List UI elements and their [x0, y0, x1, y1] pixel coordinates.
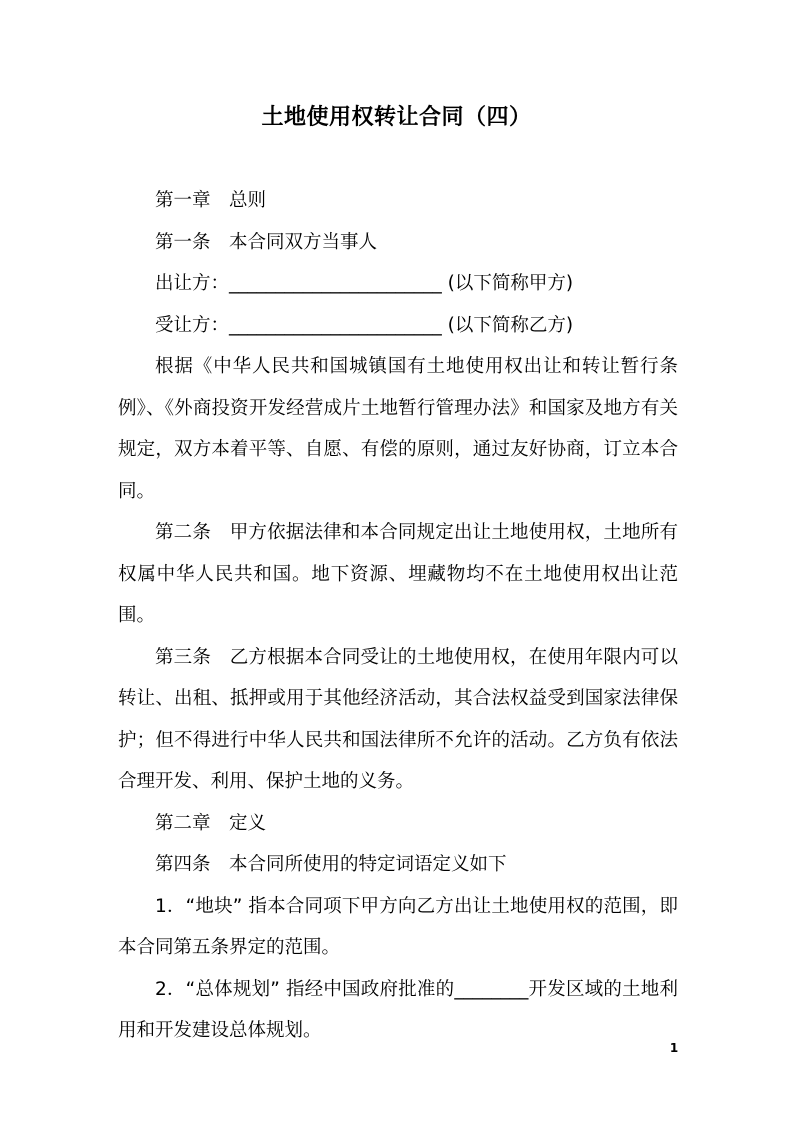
- chapter-heading-definitions: 第二章 定义: [155, 812, 267, 834]
- article-4-heading: 第四条 本合同所使用的特定词语定义如下: [155, 854, 507, 875]
- chapter-heading-general: 第一章 总则: [155, 190, 267, 211]
- definition-item-1: 1．“地块” 指本合同项下甲方向乙方出让土地使用权的范围，即本合同第五条界定的范围。: [118, 895, 678, 958]
- page-number: 1: [669, 1041, 679, 1055]
- article-2-paragraph: 第二条 甲方依据法律和本合同规定出让土地使用权，土地所有权属中华人民共和国。地下资源、埋藏物均不在土地使用权出让范围。: [118, 522, 678, 626]
- document-title: 土地使用权转让合同（四）: [261, 105, 532, 130]
- article-1-heading: 第一条 本合同双方当事人: [155, 231, 378, 253]
- article-3-paragraph: 第三条 乙方根据本合同受让的土地使用权，在使用年限内可以转让、出租、抵押或用于其他经济活动，其合法权益受到国家法律保护；但不得进行中华人民共和国法律所不允许的活动。乙方负有依法合理开发、利用、保护土地的义务。: [118, 646, 678, 792]
- document-body: [118, 180, 678, 1052]
- transferee-line: 受让方：_______________________ (以下简称乙方): [155, 314, 574, 336]
- definition-item-2: 2．“总体规划” 指经中国政府批准的________开发区域的土地利用和开发建设总体规划。: [118, 978, 678, 1041]
- preamble-paragraph: 根据《中华人民共和国城镇国有土地使用权出让和转让暂行条例》、《外商投资开发经营成片土地暂行管理办法》和国家及地方有关规定，双方本着平等、自愿、有偿的原则，通过友好协商，订立本合同。: [118, 356, 678, 502]
- transferor-line: 出让方：_______________________ (以下简称甲方): [155, 273, 574, 294]
